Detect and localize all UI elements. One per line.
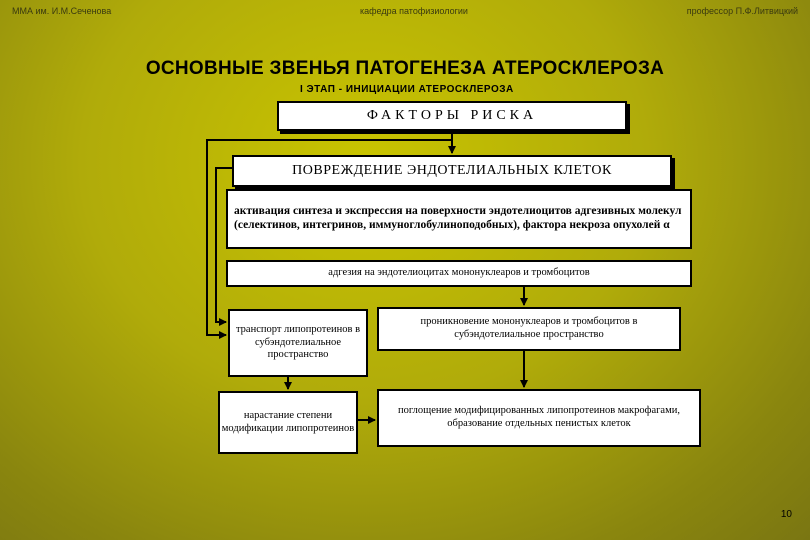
box-endothelial-damage: ПОВРЕЖДЕНИЕ ЭНДОТЕЛИАЛЬНЫХ КЛЕТОК	[232, 155, 672, 187]
page-number: 10	[780, 509, 792, 520]
box-adhesion: адгезия на эндотелиоцитах мононуклеаров и тромбоцитов	[226, 260, 692, 287]
header-institution: ММА им. И.М.Сеченова	[12, 6, 112, 16]
box-lipoprotein-modification: нарастание степени модификации липопротеинов	[218, 391, 358, 454]
box-lipoprotein-transport: транспорт липопротеинов в субэндотелиальное пространство	[228, 309, 368, 377]
box-risk-factors: ФАКТОРЫ РИСКА	[277, 101, 627, 131]
slide-subtitle: I ЭТАП - ИНИЦИАЦИИ АТЕРОСКЛЕРОЗА	[300, 84, 514, 95]
header-department: кафедра патофизиологии	[360, 6, 468, 16]
box-foam-cell-formation: поглощение модифицированных липопротеинов макрофагами, образование отдельных пенистых клеток	[377, 389, 701, 447]
box-penetration: проникновение мононуклеаров и тромбоцитов в субэндотелиальное пространство	[377, 307, 681, 351]
header-author: профессор П.Ф.Литвицкий	[686, 6, 798, 16]
arrow-risk-to-transport	[207, 116, 277, 160]
box-activation-synthesis: активация синтеза и экспрессия на поверхности эндотелиоцитов адгезивных молекул (селектинов, интегринов, иммуноглобулиноподобных), фактора некроза опухолей α	[226, 189, 692, 249]
slide-title: ОСНОВНЫЕ ЗВЕНЬЯ ПАТОГЕНЕЗА АТЕРОСКЛЕРОЗА	[145, 58, 665, 79]
